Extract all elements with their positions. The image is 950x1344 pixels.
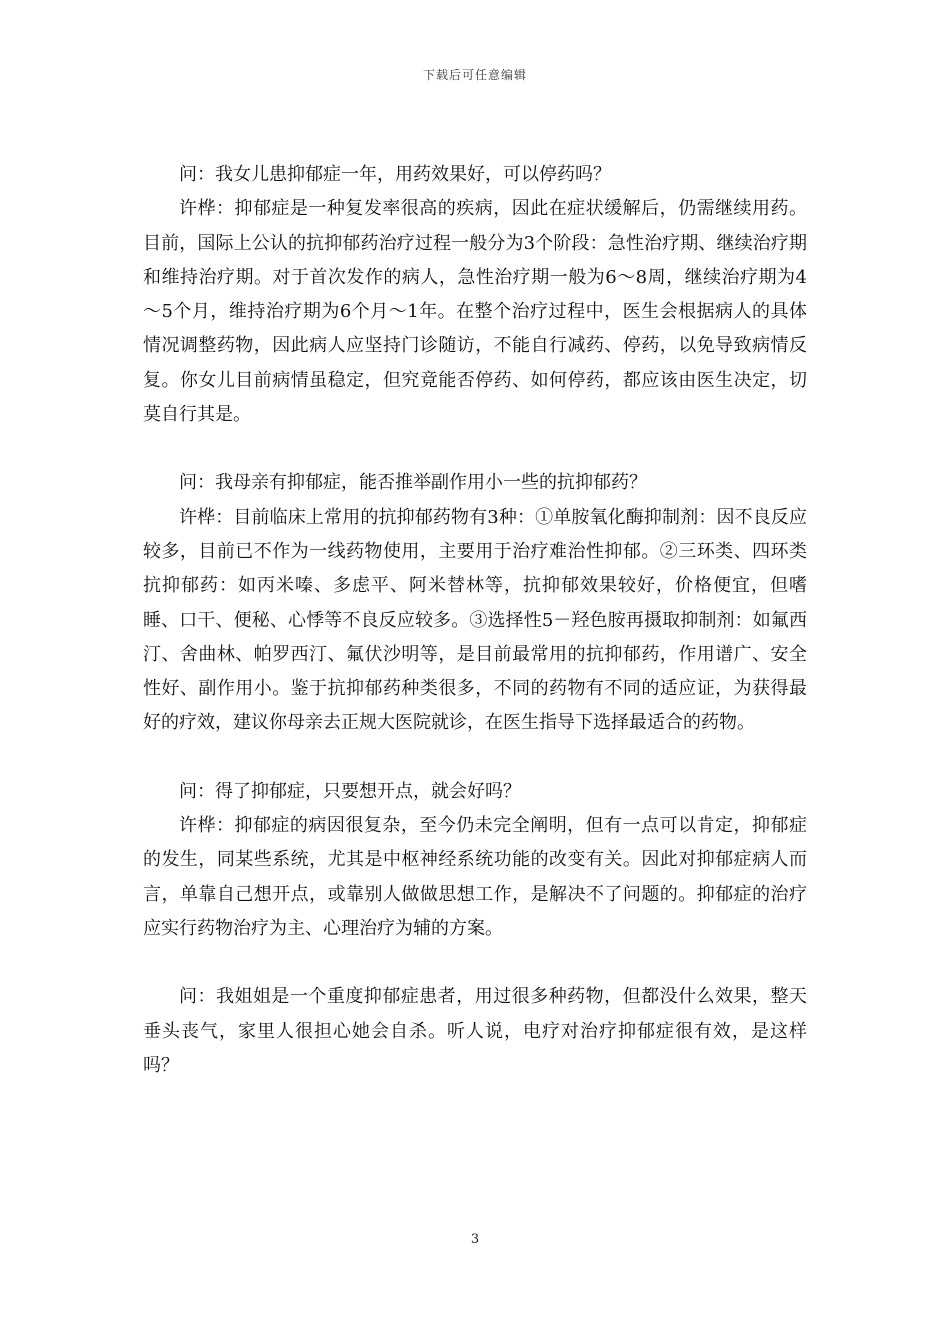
answer-3: 许桦：抑郁症的病因很复杂，至今仍未完全阐明，但有一点可以肯定，抑郁症的发生，同某些系统，尤其是中枢神经系统功能的改变有关。因此对抑郁症病人而言，单靠自己想开点，或靠别人做做思想工作，是解决不了问题的。抑郁症的治疗应实行药物治疗为主、心理治疗为辅的方案。 xyxy=(143,815,807,939)
qa-block-3 xyxy=(143,775,807,946)
document-body xyxy=(143,158,807,1117)
question-2: 问：我母亲有抑郁症，能否推举副作用小一些的抗抑郁药？ xyxy=(179,472,647,494)
question-4: 问：我姐姐是一个重度抑郁症患者，用过很多种药物，但都没什么效果，整天垂头丧气，家里人很担心她会自杀。听人说，电疗对治疗抑郁症很有效，是这样吗？ xyxy=(143,986,807,1076)
page-number: 3 xyxy=(470,1232,480,1247)
qa-block-1 xyxy=(143,158,807,432)
question-3: 问：得了抑郁症，只要想开点，就会好吗？ xyxy=(179,780,521,802)
qa-block-4 xyxy=(143,980,807,1083)
page-header: 下载后可任意编辑 xyxy=(422,68,527,82)
answer-1: 许桦：抑郁症是一种复发率很高的疾病，因此在症状缓解后，仍需继续用药。目前，国际上公认的抗抑郁药治疗过程一般分为3个阶段：急性治疗期、继续治疗期和维持治疗期。对于首次发作的病人，急性治疗期一般为6～8周，继续治疗期为4～5个月，维持治疗期为6个月～1年。在整个治疗过程中，医生会根据病人的具体情况调整药物，因此病人应坚持门诊随访，不能自行减药、停药，以免导致病情反复。你女儿目前病情虽稳定，但究竟能否停药、如何停药，都应该由医生决定，切莫自行其是。 xyxy=(143,198,807,426)
qa-block-2 xyxy=(143,466,807,740)
answer-2: 许桦：目前临床上常用的抗抑郁药物有3种：①单胺氧化酶抑制剂：因不良反应较多，目前已不作为一线药物使用，主要用于治疗难治性抑郁。②三环类、四环类抗抑郁药：如丙米嗪、多虑平、阿米替林等，抗抑郁效果较好，价格便宜，但嗜睡、口干、便秘、心悸等不良反应较多。③选择性5－羟色胺再摄取抑制剂：如氟西汀、舍曲林、帕罗西汀、氟伏沙明等，是目前最常用的抗抑郁药，作用谱广、安全性好、副作用小。鉴于抗抑郁药种类很多，不同的药物有不同的适应证，为获得最好的疗效，建议你母亲去正规大医院就诊，在医生指导下选择最适合的药物。 xyxy=(143,506,807,734)
question-1: 问：我女儿患抑郁症一年，用药效果好，可以停药吗？ xyxy=(179,164,611,185)
